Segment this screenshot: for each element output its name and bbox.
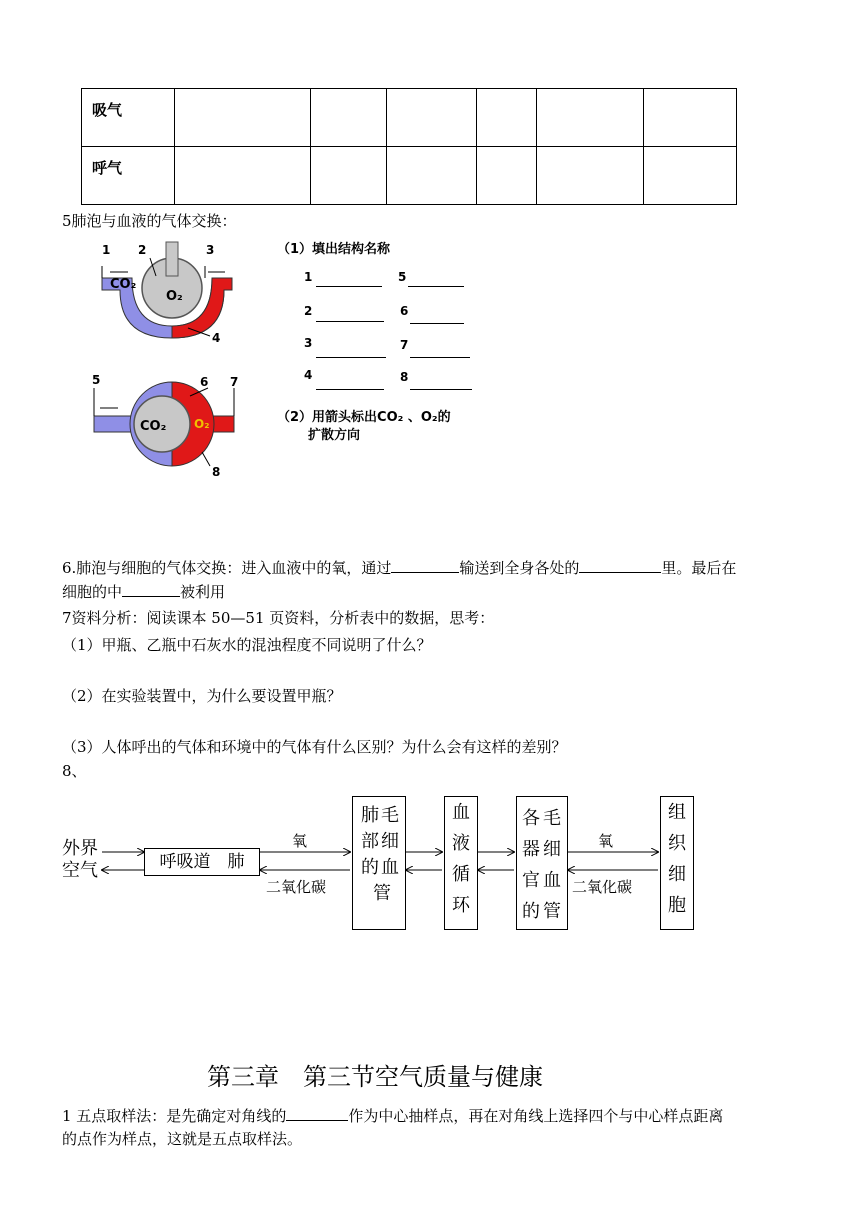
q1-line2: 的点作为样点，这就是五点取样法。 — [62, 1130, 303, 1148]
o2-label: O₂ — [194, 417, 210, 431]
co2-label: 二氧化碳 — [266, 878, 327, 896]
q5-task1: （1）填出结构名称 — [277, 242, 391, 257]
flow-text: 部 — [361, 831, 379, 852]
airway-lung-box: 呼吸道 肺 — [144, 848, 260, 876]
answer-blank[interactable] — [579, 556, 661, 573]
table-cell — [644, 89, 737, 147]
q5-blank-grid — [304, 270, 484, 400]
table-cell — [387, 89, 477, 147]
table-cell — [175, 147, 311, 205]
oxygen-label: 氧 — [598, 832, 614, 850]
flow-text: 各 — [522, 808, 540, 829]
answer-blank[interactable] — [316, 389, 384, 390]
diagram-label: 1 — [102, 243, 111, 257]
blank-label: 4 — [304, 368, 313, 382]
co2-label: CO₂ — [110, 277, 137, 292]
answer-blank[interactable] — [410, 389, 472, 390]
co2-label: 二氧化碳 — [572, 878, 633, 896]
flow-text: 管 — [373, 883, 391, 904]
flow-text: 组 — [668, 802, 686, 823]
flow-text: 胞 — [668, 895, 686, 916]
q7-item: （1）甲瓶、乙瓶中石灰水的混浊程度不同说明了什么？ — [62, 636, 432, 654]
q5-title: 5肺泡与血液的气体交换： — [62, 212, 237, 230]
q7-item: （3）人体呼出的气体和环境中的气体有什么区别？为什么会有这样的差别？ — [62, 738, 567, 756]
answer-blank[interactable] — [122, 580, 180, 597]
alveolus-diagram-bottom — [92, 373, 238, 479]
answer-blank[interactable] — [410, 357, 470, 358]
table-row-label: 呼气 — [82, 147, 175, 205]
answer-blank[interactable] — [316, 321, 384, 322]
o2-label: O₂ — [166, 289, 183, 304]
blank-label: 5 — [398, 270, 407, 284]
answer-blank[interactable] — [316, 286, 382, 287]
table-cell — [477, 147, 537, 205]
tissue-cells-box — [660, 796, 694, 930]
flow-text: 器 — [522, 839, 540, 860]
q6-text: 6.肺泡与细胞的气体交换：进入血液中的氧，通过 — [62, 559, 392, 577]
q1-text: 作为中心抽样点，再在对角线上选择四个与中心样点距离 — [348, 1107, 724, 1125]
q6-text: 里。最后在 — [661, 559, 737, 577]
answer-blank[interactable] — [286, 1104, 348, 1121]
table-cell — [644, 147, 737, 205]
co2-label: CO₂ — [140, 419, 167, 434]
flow-text: 细 — [668, 864, 686, 885]
box-col — [381, 803, 399, 881]
blank-label: 3 — [304, 336, 313, 350]
blank-label: 8 — [400, 370, 409, 384]
flow-text: 环 — [452, 895, 470, 916]
blank-label: 7 — [400, 338, 409, 352]
blank-label: 1 — [304, 270, 313, 284]
blank-label: 2 — [304, 304, 313, 318]
table-row-label: 吸气 — [82, 89, 175, 147]
flow-text: 血 — [543, 870, 561, 891]
oxygen-label: 氧 — [292, 832, 308, 850]
table-cell — [537, 147, 644, 205]
flow-text: 血 — [381, 857, 399, 878]
answer-blank[interactable] — [408, 286, 464, 287]
table-cell — [537, 89, 644, 147]
answer-blank[interactable] — [410, 323, 464, 324]
chapter-title: 第三章 第三节空气质量与健康 — [207, 1063, 543, 1091]
flow-text: 毛 — [381, 805, 399, 826]
diagram-label: 8 — [212, 465, 221, 479]
diagram-label: 6 — [200, 375, 209, 389]
outside-air-label — [62, 838, 98, 882]
table-cell — [311, 89, 387, 147]
flow-text: 织 — [668, 833, 686, 854]
alveolus-diagram-top — [102, 242, 232, 345]
table-cell — [175, 89, 311, 147]
table-cell — [477, 89, 537, 147]
q1-line1 — [62, 1104, 723, 1127]
q5-task2: （2）用箭头标出CO₂ 、O₂的 — [277, 410, 451, 425]
q7-title: 7资料分析：阅读课本 50—51 页资料，分析表中的数据，思考： — [62, 609, 495, 627]
diagram-label: 2 — [138, 243, 147, 257]
flow-text: 细 — [543, 839, 561, 860]
organ-capillary-box — [516, 796, 568, 930]
q8-title: 8、 — [62, 762, 87, 780]
flow-text: 循 — [452, 864, 470, 885]
diagram-label: 5 — [92, 373, 101, 387]
flow-text: 官 — [522, 870, 540, 891]
table-cell — [311, 147, 387, 205]
flow-text: 毛 — [543, 808, 561, 829]
gas-exchange-flow — [60, 790, 700, 940]
breathing-table — [81, 88, 737, 205]
flow-text: 肺 — [361, 805, 379, 826]
blood-circulation-box — [444, 796, 478, 930]
diagram-label: 4 — [212, 331, 221, 345]
lung-capillary-box — [352, 796, 406, 930]
flow-text: 空气 — [62, 860, 98, 881]
flow-text: 管 — [543, 901, 561, 922]
q1-text: 1 五点取样法：是先确定对角线的 — [62, 1107, 287, 1125]
q6-text: 细胞的中 — [62, 583, 123, 601]
flow-text: 细 — [381, 831, 399, 852]
flow-text: 血 — [452, 802, 470, 823]
flow-text: 外界 — [62, 838, 98, 859]
blank-label: 6 — [400, 304, 409, 318]
q6-text: 输送到全身各处的 — [459, 559, 580, 577]
answer-blank[interactable] — [391, 556, 459, 573]
box-col — [543, 803, 561, 927]
alveolus-diagrams — [90, 236, 250, 481]
diagram-label: 3 — [206, 243, 215, 257]
q6-line2 — [62, 580, 225, 603]
flow-text: 液 — [452, 833, 470, 854]
box-col — [522, 803, 540, 927]
flow-text: 的 — [522, 901, 540, 922]
q7-item: （2）在实验装置中，为什么要设置甲瓶？ — [62, 687, 342, 705]
q5-task2-cont: 扩散方向 — [308, 428, 361, 443]
q6-text: 被利用 — [180, 583, 226, 601]
answer-blank[interactable] — [316, 357, 386, 358]
q6-line1 — [62, 556, 736, 579]
flow-text: 的 — [361, 857, 379, 878]
diagram-label: 7 — [230, 375, 239, 389]
table-cell — [387, 147, 477, 205]
